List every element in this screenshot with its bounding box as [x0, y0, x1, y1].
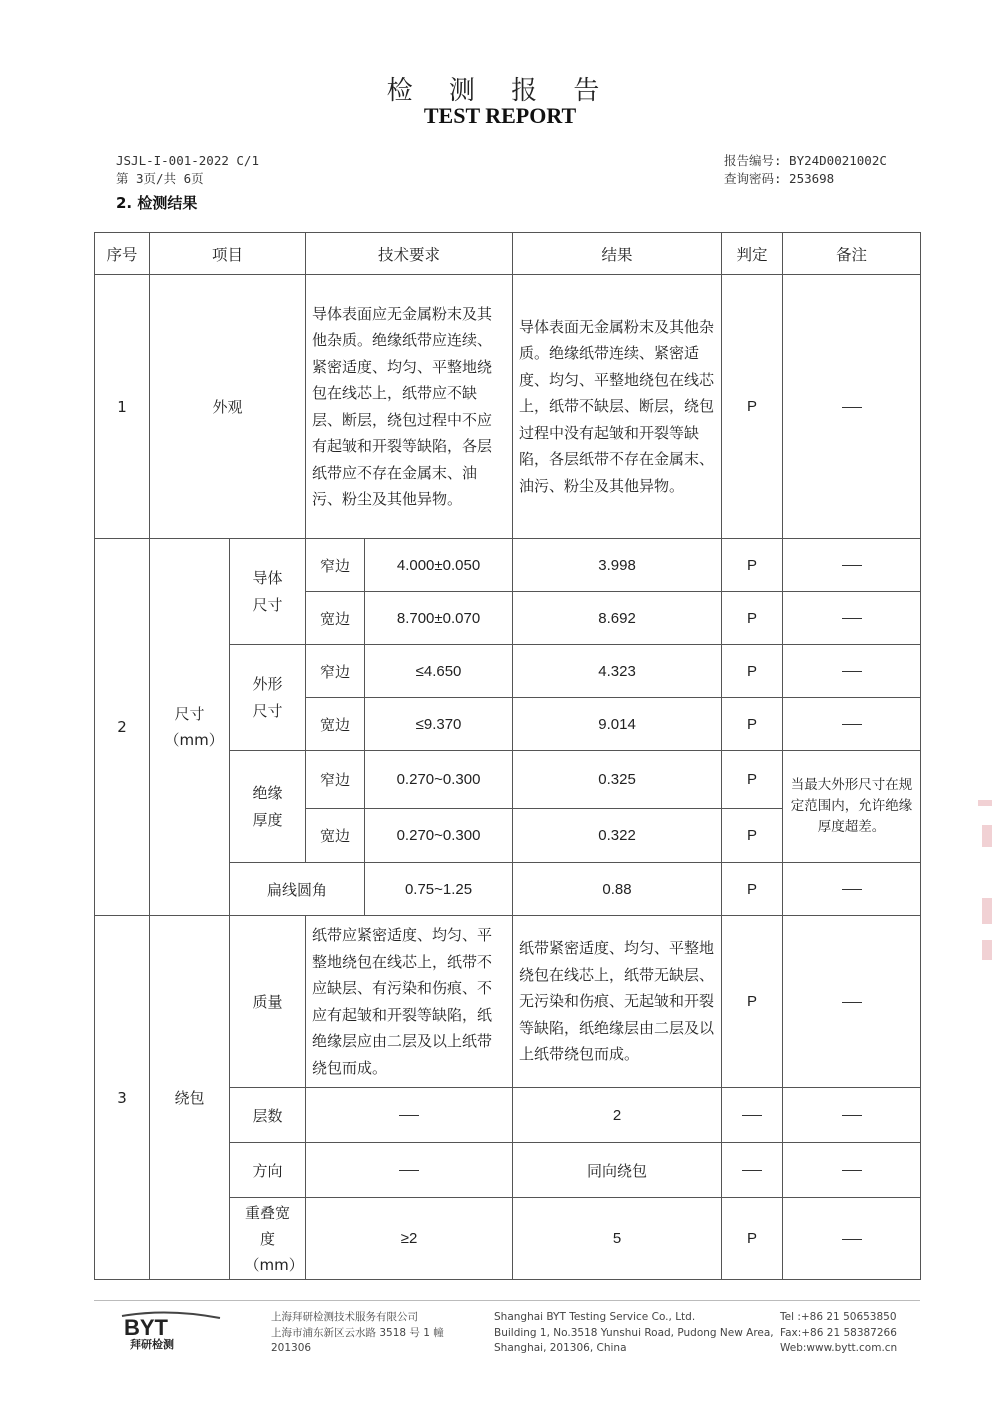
row1-remark: [783, 275, 921, 539]
verdict: [722, 1088, 783, 1143]
verdict: P: [722, 863, 783, 916]
side-narrow: 窄边: [306, 751, 365, 809]
header-verdict: 判定: [722, 233, 783, 275]
verdict: P: [722, 751, 783, 809]
group-outline: [230, 645, 306, 751]
direction-requirement: [306, 1143, 513, 1198]
verdict: P: [722, 645, 783, 698]
verdict: P: [722, 916, 783, 1088]
req-value: 0.270~0.300: [365, 809, 513, 863]
footer-cn-address: [271, 1310, 444, 1357]
query-code: 查询密码: 253698: [724, 171, 835, 186]
footer-fax: Fax:+86 21 58387266: [780, 1326, 897, 1339]
verdict: P: [722, 539, 783, 592]
company-logo: [108, 1310, 228, 1350]
remark: [783, 592, 921, 645]
table-row: [95, 539, 921, 592]
layers-label: 层数: [230, 1088, 306, 1143]
dash-mark: [842, 724, 862, 725]
overlap-requirement: ≥2: [306, 1198, 513, 1280]
remark: [783, 916, 921, 1088]
row1-result-text: 导体表面无金属粉末及其他杂质。绝缘纸带连续、紧密适度、均匀、平整地绕包在线芯上，纸带不缺层、断层，绕包过程中没有起皱和开裂等缺陷，各层纸带不存在金属末、油污、粉尘及其他异物。: [519, 317, 715, 495]
req-value: ≤9.370: [365, 698, 513, 751]
row2-item-text: 尺寸（mm）: [164, 705, 224, 749]
dash-mark: [742, 1115, 762, 1116]
direction-label: 方向: [230, 1143, 306, 1198]
doc-meta-left: [116, 152, 259, 188]
row2-item: [150, 539, 230, 916]
footer-cn-line3: 201306: [271, 1342, 312, 1354]
remark: [783, 1088, 921, 1143]
row1-verdict: P: [722, 275, 783, 539]
result-value: 8.692: [513, 592, 722, 645]
dash-mark: [742, 1170, 762, 1171]
dash-mark: [842, 407, 862, 408]
quality-label: 质量: [230, 916, 306, 1088]
header-requirement: 技术要求: [306, 233, 513, 275]
doc-code: JSJL-I-001-2022 C/1: [116, 153, 259, 168]
row1-requirement-text: 导体表面应无金属粉末及其他杂质。绝缘纸带应连续、紧密适度、均匀、平整地绕包在线芯上，纸带应不缺层、断层，绕包过程中不应有起皱和开裂等缺陷，各层纸带应不存在金属末、油污、粉尘及其他异物。: [312, 304, 493, 508]
req-value: 8.700±0.070: [365, 592, 513, 645]
remark: [783, 1198, 921, 1280]
dash-mark: [842, 1170, 862, 1171]
verdict: P: [722, 698, 783, 751]
table-row: [95, 275, 921, 539]
footer-en-line1: Shanghai BYT Testing Service Co., Ltd.: [494, 1311, 696, 1323]
page-info: 第 3页/共 6页: [116, 171, 204, 186]
insulation-note-text: 当最大外形尺寸在规定范围内，允许绝缘厚度超差。: [790, 777, 913, 835]
result-value: 0.322: [513, 809, 722, 863]
footer-contact: [780, 1310, 897, 1357]
verdict: P: [722, 592, 783, 645]
row3-no: 3: [95, 916, 150, 1280]
remark: [783, 698, 921, 751]
remark: [783, 645, 921, 698]
group-insulation-text: 绝缘厚度: [252, 783, 283, 829]
section-title: 2. 检测结果: [116, 194, 198, 212]
seal-mark: [978, 800, 992, 806]
quality-requirement-text: 纸带应紧密适度、均匀、平整地绕包在线芯上，纸带不应缺层、有污染和伤痕、不应有起皱和开裂等缺陷，纸绝缘层应由二层及以上纸带绕包而成。: [312, 926, 493, 1077]
side-wide: 宽边: [306, 809, 365, 863]
quality-result-text: 纸带紧密适度、均匀、平整地绕包在线芯上，纸带无缺层、无污染和伤痕、无起皱和开裂等缺陷，纸绝缘层由二层及以上纸带绕包而成。: [519, 939, 715, 1064]
dash-mark: [399, 1170, 419, 1171]
seal-mark: [982, 825, 992, 847]
table-header-row: [95, 233, 921, 275]
footer-divider: [94, 1300, 920, 1301]
side-wide: 宽边: [306, 698, 365, 751]
doc-meta-right: [724, 152, 887, 188]
row1-result: [513, 275, 722, 539]
row1-requirement: [306, 275, 513, 539]
footer-cn-line2: 上海市浦东新区云水路 3518 号 1 幢: [271, 1326, 444, 1339]
side-narrow: 窄边: [306, 539, 365, 592]
results-table: [94, 232, 921, 1280]
group-insulation: [230, 751, 306, 863]
result-value: 0.88: [513, 863, 722, 916]
dash-mark: [842, 1239, 862, 1240]
overlap-result: 5: [513, 1198, 722, 1280]
dash-mark: [399, 1115, 419, 1116]
header-remark: 备注: [783, 233, 921, 275]
result-value: 0.325: [513, 751, 722, 809]
footer-en-line3: Shanghai, 201306, China: [494, 1342, 627, 1354]
dash-mark: [842, 889, 862, 890]
req-value: 4.000±0.050: [365, 539, 513, 592]
result-value: 9.014: [513, 698, 722, 751]
req-value: 0.270~0.300: [365, 751, 513, 809]
dash-mark: [842, 671, 862, 672]
side-narrow: 窄边: [306, 645, 365, 698]
result-value: 4.323: [513, 645, 722, 698]
report-title-cn: 检 测 报 告: [386, 76, 614, 106]
result-value: 3.998: [513, 539, 722, 592]
dash-mark: [842, 1115, 862, 1116]
header-no: 序号: [95, 233, 150, 275]
insulation-note: [783, 751, 921, 863]
seal-mark: [982, 940, 992, 960]
dash-mark: [842, 565, 862, 566]
overlap-label-text: 重叠宽度（mm）: [244, 1203, 304, 1274]
table-row: [95, 916, 921, 1088]
row2-no: 2: [95, 539, 150, 916]
footer-en-address: [494, 1310, 774, 1357]
report-title-en: TEST REPORT: [423, 103, 577, 128]
verdict: [722, 1143, 783, 1198]
direction-result: 同向绕包: [513, 1143, 722, 1198]
verdict: P: [722, 809, 783, 863]
side-wide: 宽边: [306, 592, 365, 645]
footer-web: Web:www.bytt.com.cn: [780, 1342, 898, 1354]
footer-tel: Tel :+86 21 50653850: [780, 1311, 897, 1323]
seal-mark: [982, 898, 992, 924]
dash-mark: [842, 1002, 862, 1003]
quality-result: [513, 916, 722, 1088]
footer-cn-line1: 上海拜研检测技术服务有限公司: [271, 1311, 418, 1323]
footer-en-line2: Building 1, No.3518 Yunshui Road, Pudong New Area,: [494, 1326, 774, 1339]
group-conductor: [230, 539, 306, 645]
overlap-label: [230, 1198, 306, 1280]
row1-no: 1: [95, 275, 150, 539]
quality-requirement: [306, 916, 513, 1088]
req-value: 0.75~1.25: [365, 863, 513, 916]
dash-mark: [842, 618, 862, 619]
logo-text: BYT: [124, 1315, 168, 1340]
layers-result: 2: [513, 1088, 722, 1143]
logo-mark: [108, 1310, 228, 1350]
corner-label: 扁线圆角: [230, 863, 365, 916]
row1-item: 外观: [150, 275, 306, 539]
remark: [783, 863, 921, 916]
layers-requirement: [306, 1088, 513, 1143]
group-outline-text: 外形尺寸: [252, 674, 283, 720]
logo-cn: 拜研检测: [130, 1338, 174, 1350]
verdict: P: [722, 1198, 783, 1280]
header-result: 结果: [513, 233, 722, 275]
report-number: 报告编号: BY24D0021002C: [724, 153, 887, 168]
req-value: ≤4.650: [365, 645, 513, 698]
remark: [783, 539, 921, 592]
row3-item: 绕包: [150, 916, 230, 1280]
remark: [783, 1143, 921, 1198]
group-conductor-text: 导体尺寸: [252, 568, 283, 614]
header-item: 项目: [150, 233, 306, 275]
